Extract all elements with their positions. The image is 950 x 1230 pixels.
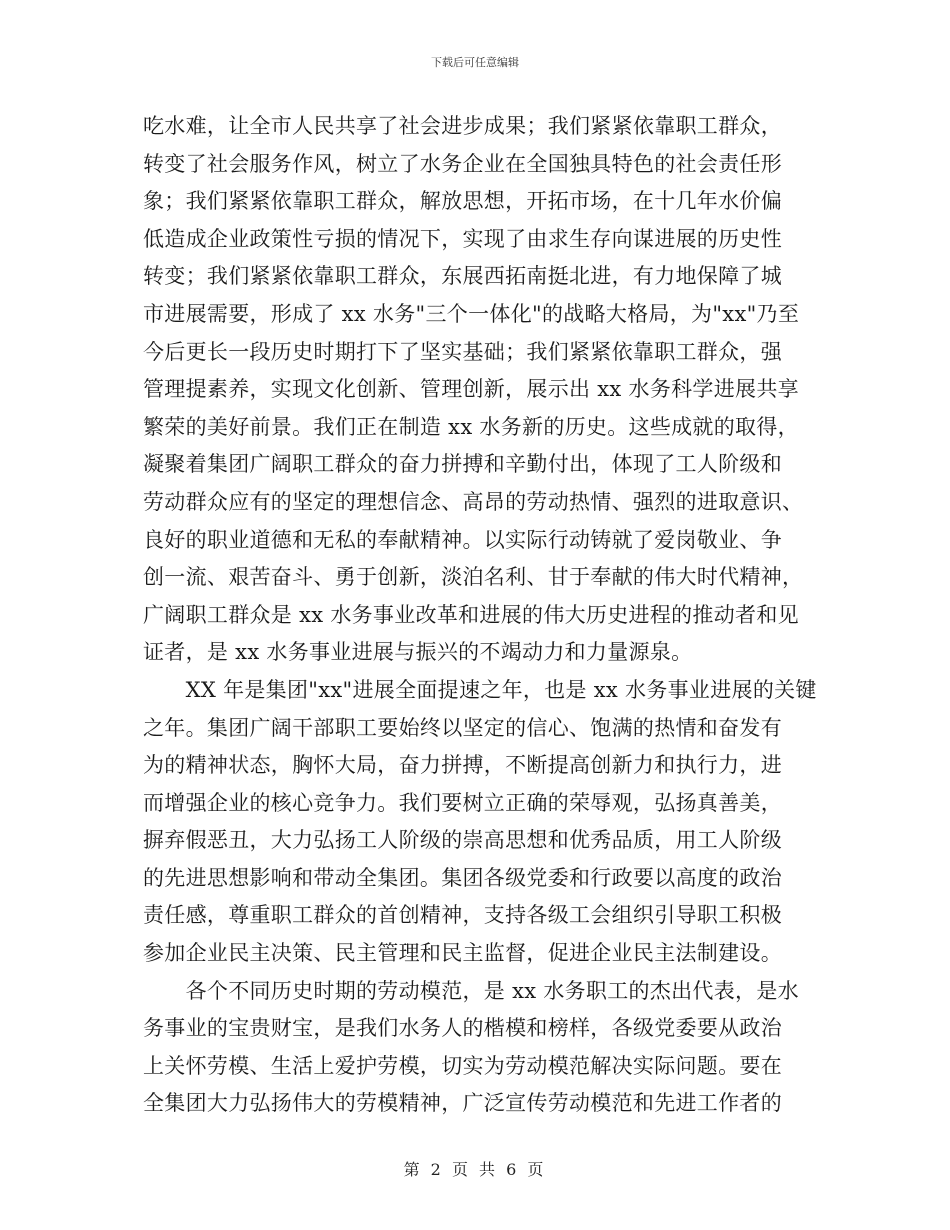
text-line: 的先进思想影响和带动全集团。集团各级党委和行政要以高度的政治 [143, 865, 782, 890]
text-line: 市进展需要，形成了 xx 水务"三个一体化"的战略大格局，为"xx"乃至 [143, 301, 800, 326]
text-line: 转变了社会服务作风，树立了水务企业在全国独具特色的社会责任形 [143, 151, 782, 176]
text-line: 良好的职业道德和无私的奉献精神。以实际行动铸就了爱岗敬业、争 [143, 527, 782, 552]
text-line: 繁荣的美好前景。我们正在制造 xx 水务新的历史。这些成就的取得， [143, 414, 799, 439]
text-line: 吃水难，让全市人民共享了社会进步成果；我们紧紧依靠职工群众， [143, 114, 782, 138]
text-line: 证者，是 xx 水务事业进展与振兴的不竭动力和力量源泉。 [143, 640, 693, 665]
text-line: 转变；我们紧紧依靠职工群众，东展西拓南挺北进，有力地保障了城 [143, 264, 782, 289]
page-header: 下载后可任意编辑 [431, 56, 519, 69]
text-line: 责任感，尊重职工群众的首创精神，支持各级工会组织引导职工积极 [143, 903, 782, 928]
text-line: 今后更长一段历史时期打下了坚实基础；我们紧紧依靠职工群众，强 [143, 339, 782, 364]
text-line: 凝聚着集团广阔职工群众的奋力拼搏和辛勤付出，体现了工人阶级和 [143, 452, 782, 477]
text-line: 务事业的宝贵财宝，是我们水务人的楷模和榜样，各级党委要从政治 [143, 1016, 782, 1041]
text-line: 广阔职工群众是 xx 水务事业改革和进展的伟大历史进程的推动者和见 [143, 602, 799, 627]
document-body [143, 108, 817, 1123]
text-line: XX 年是集团"xx"进展全面提速之年，也是 xx 水务事业进展的关键 [143, 677, 817, 702]
text-line: 各个不同历史时期的劳动模范，是 xx 水务职工的杰出代表，是水 [143, 978, 799, 1003]
text-line: 之年。集团广阔干部职工要始终以坚定的信心、饱满的热情和奋发有 [143, 715, 782, 740]
text-line: 全集团大力弘扬伟大的劳模精神，广泛宣传劳动模范和先进工作者的 [143, 1091, 782, 1116]
text-line: 为的精神状态，胸怀大局，奋力拼搏，不断提高创新力和执行力，进 [143, 753, 782, 778]
text-line: 象；我们紧紧依靠职工群众，解放思想，开拓市场，在十几年水价偏 [143, 189, 782, 214]
text-line: 创一流、艰苦奋斗、勇于创新，淡泊名利、甘于奉献的伟大时代精神， [143, 565, 804, 590]
text-line: 而增强企业的核心竞争力。我们要树立正确的荣辱观，弘扬真善美， [143, 790, 782, 815]
text-line: 摒弃假恶丑，大力弘扬工人阶级的崇高思想和优秀品质，用工人阶级 [143, 828, 782, 853]
text-line: 管理提素养，实现文化创新、管理创新，展示出 xx 水务科学进展共享 [143, 377, 799, 402]
text-line: 劳动群众应有的坚定的理想信念、高昂的劳动热情、强烈的进取意识、 [143, 489, 804, 514]
text-line: 参加企业民主决策、民主管理和民主监督，促进企业民主法制建设。 [143, 941, 782, 966]
text-line: 上关怀劳模、生活上爱护劳模，切实为劳动模范解决实际问题。要在 [143, 1053, 782, 1078]
text-line: 低造成企业政策性亏损的情况下，实现了由求生存向谋进展的历史性 [143, 226, 782, 251]
page-number-footer: 第 2 页 共 6 页 [403, 1160, 547, 1179]
